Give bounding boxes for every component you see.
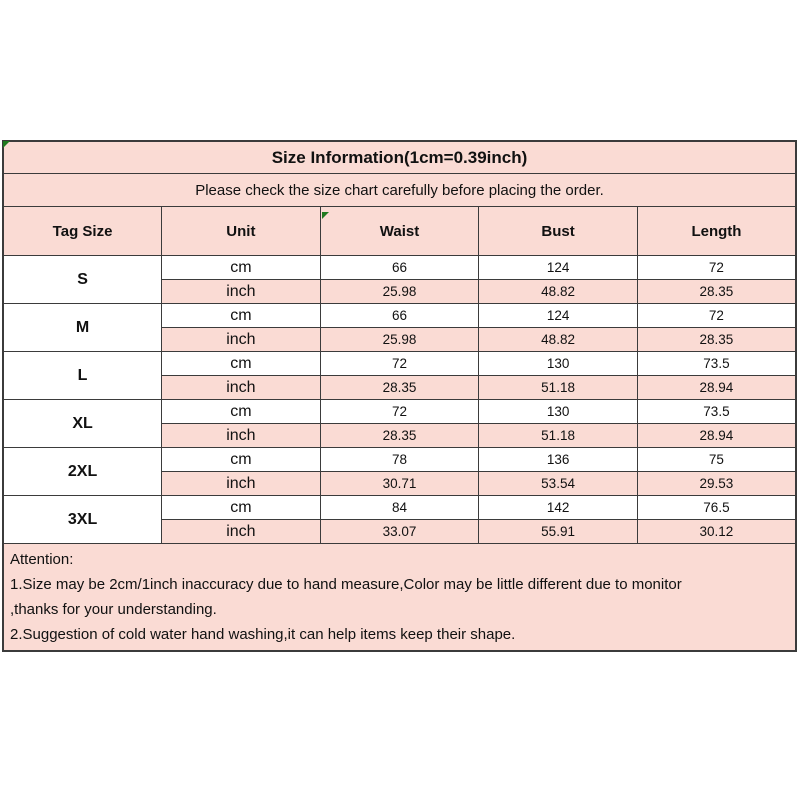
waist-value-cm: 72: [320, 352, 479, 376]
length-value-inch: 28.35: [637, 328, 796, 352]
length-value-cm: 73.5: [637, 400, 796, 424]
table-subtitle-row: [3, 174, 796, 207]
bust-value-inch: 55.91: [479, 520, 638, 544]
length-value-cm: 76.5: [637, 496, 796, 520]
attention-line: 1.Size may be 2cm/1inch inaccuracy due to hand measure,Color may be little different due to monitor: [10, 576, 682, 593]
bust-value-cm: 136: [479, 448, 638, 472]
waist-value-cm: 72: [320, 400, 479, 424]
column-header-unit: Unit: [162, 207, 321, 256]
attention-line: 2.Suggestion of cold water hand washing,it can help items keep their shape.: [10, 626, 516, 643]
unit-cell: cm: [162, 256, 321, 280]
unit-cell: cm: [162, 496, 321, 520]
attention-cell: [3, 544, 796, 652]
waist-value-inch: 28.35: [320, 376, 479, 400]
unit-cell: cm: [162, 448, 321, 472]
bust-value-cm: 130: [479, 352, 638, 376]
unit-cell: inch: [162, 520, 321, 544]
bust-value-cm: 130: [479, 400, 638, 424]
bust-value-cm: 142: [479, 496, 638, 520]
size-table: [2, 140, 797, 652]
length-value-cm: 73.5: [637, 352, 796, 376]
table-row: [3, 496, 796, 520]
tag-size-cell: L: [3, 352, 162, 400]
table-row: [3, 448, 796, 472]
unit-cell: inch: [162, 472, 321, 496]
column-header-tag-size: Tag Size: [3, 207, 162, 256]
length-value-cm: 72: [637, 304, 796, 328]
waist-value-inch: 25.98: [320, 280, 479, 304]
length-value-cm: 75: [637, 448, 796, 472]
tag-size-cell: 2XL: [3, 448, 162, 496]
unit-cell: inch: [162, 424, 321, 448]
bust-value-inch: 51.18: [479, 424, 638, 448]
column-header-length: Length: [637, 207, 796, 256]
table-title-row: [3, 141, 796, 174]
table-row: [3, 256, 796, 280]
waist-value-cm: 66: [320, 304, 479, 328]
unit-cell: inch: [162, 280, 321, 304]
tag-size-cell: XL: [3, 400, 162, 448]
unit-cell: inch: [162, 328, 321, 352]
waist-value-inch: 25.98: [320, 328, 479, 352]
length-value-inch: 28.94: [637, 376, 796, 400]
table-title: Size Information(1cm=0.39inch): [3, 141, 796, 174]
length-value-cm: 72: [637, 256, 796, 280]
tag-size-cell: 3XL: [3, 496, 162, 544]
length-value-inch: 28.94: [637, 424, 796, 448]
bust-value-cm: 124: [479, 304, 638, 328]
waist-value-inch: 33.07: [320, 520, 479, 544]
bust-value-inch: 51.18: [479, 376, 638, 400]
length-value-inch: 28.35: [637, 280, 796, 304]
waist-value-inch: 30.71: [320, 472, 479, 496]
column-header-bust: Bust: [479, 207, 638, 256]
length-value-inch: 30.12: [637, 520, 796, 544]
waist-value-inch: 28.35: [320, 424, 479, 448]
table-row: [3, 304, 796, 328]
bust-value-inch: 53.54: [479, 472, 638, 496]
waist-value-cm: 84: [320, 496, 479, 520]
unit-cell: inch: [162, 376, 321, 400]
bust-value-inch: 48.82: [479, 328, 638, 352]
bust-value-inch: 48.82: [479, 280, 638, 304]
waist-value-cm: 66: [320, 256, 479, 280]
attention-line: Attention:: [10, 551, 74, 568]
table-subtitle: Please check the size chart carefully before placing the order.: [3, 174, 796, 207]
table-row: [3, 400, 796, 424]
table-row: [3, 352, 796, 376]
green-corner-marker-icon: [3, 141, 10, 148]
unit-cell: cm: [162, 352, 321, 376]
tag-size-cell: M: [3, 304, 162, 352]
length-value-inch: 29.53: [637, 472, 796, 496]
waist-value-cm: 78: [320, 448, 479, 472]
tag-size-cell: S: [3, 256, 162, 304]
attention-line: ,thanks for your understanding.: [10, 601, 217, 618]
unit-cell: cm: [162, 304, 321, 328]
column-header-row: [3, 207, 796, 256]
attention-row: [3, 544, 796, 652]
unit-cell: cm: [162, 400, 321, 424]
green-corner-marker-icon: [322, 212, 329, 219]
bust-value-cm: 124: [479, 256, 638, 280]
column-header-waist: Waist: [320, 207, 479, 256]
